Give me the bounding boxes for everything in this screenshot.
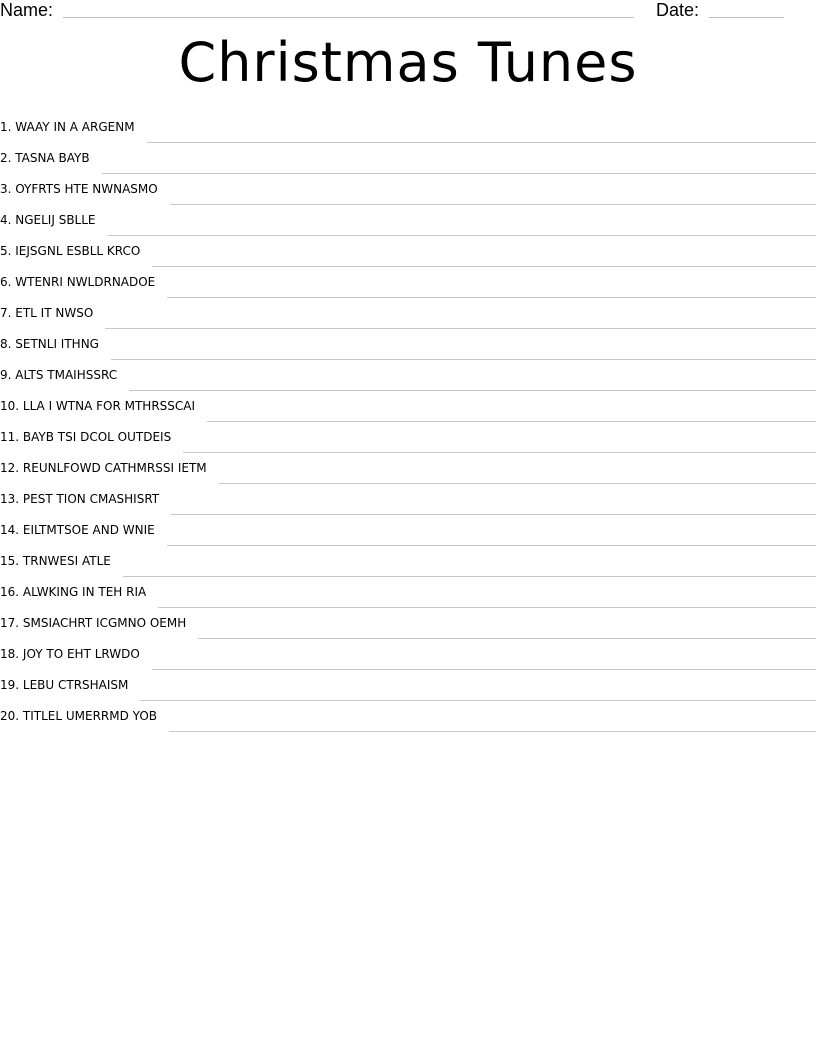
question-row	[0, 360, 816, 391]
question-row	[0, 174, 816, 205]
header-row	[0, 0, 816, 22]
answer-line[interactable]	[158, 606, 816, 608]
question-row	[0, 236, 816, 267]
answer-line[interactable]	[152, 668, 816, 670]
answer-line[interactable]	[219, 482, 816, 484]
answer-line[interactable]	[140, 699, 816, 701]
question-row	[0, 391, 816, 422]
answer-line[interactable]	[152, 265, 816, 267]
question-row	[0, 484, 816, 515]
answer-line[interactable]	[198, 637, 816, 639]
question-row	[0, 267, 816, 298]
question-row	[0, 453, 816, 484]
answer-line[interactable]	[167, 544, 816, 546]
question-row	[0, 112, 816, 143]
question-text: 4. NGELIJ SBLLE	[0, 213, 96, 227]
question-text: 5. IEJSGNL ESBLL KRCO	[0, 244, 141, 258]
question-text: 18. JOY TO EHT LRWDO	[0, 647, 140, 661]
question-row	[0, 205, 816, 236]
answer-line[interactable]	[108, 234, 816, 236]
question-text: 19. LEBU CTRSHAISM	[0, 678, 129, 692]
question-text: 20. TITLEL UMERRMD YOB	[0, 709, 158, 723]
page-title: Christmas Tunes	[178, 31, 638, 94]
question-row	[0, 515, 816, 546]
answer-line[interactable]	[170, 203, 816, 205]
question-row	[0, 701, 816, 732]
question-text: 13. PEST TION CMASHISRT	[0, 492, 160, 506]
question-row	[0, 639, 816, 670]
question-row	[0, 298, 816, 329]
answer-line[interactable]	[111, 358, 816, 360]
question-row	[0, 546, 816, 577]
date-field-line[interactable]	[709, 17, 784, 18]
question-text: 16. ALWKING IN TEH RIA	[0, 585, 147, 599]
question-text: 14. EILTMTSOE AND WNIE	[0, 523, 155, 537]
question-text: 3. OYFRTS HTE NWNASMO	[0, 182, 158, 196]
answer-line[interactable]	[129, 389, 816, 391]
question-row	[0, 329, 816, 360]
question-row	[0, 577, 816, 608]
answer-line[interactable]	[183, 451, 816, 453]
question-row	[0, 608, 816, 639]
question-text: 9. ALTS TMAIHSSRC	[0, 368, 118, 382]
question-row	[0, 143, 816, 174]
question-list	[0, 112, 816, 732]
date-label: Date:	[656, 0, 700, 20]
answer-line[interactable]	[147, 141, 816, 143]
name-label: Name:	[0, 0, 54, 20]
answer-line[interactable]	[102, 172, 816, 174]
answer-line[interactable]	[169, 730, 816, 732]
question-text: 12. REUNLFOWD CATHMRSSI IETM	[0, 461, 207, 475]
answer-line[interactable]	[207, 420, 816, 422]
answer-line[interactable]	[105, 327, 816, 329]
answer-line[interactable]	[123, 575, 816, 577]
question-text: 10. LLA I WTNA FOR MTHRSSCAI	[0, 399, 196, 413]
question-text: 15. TRNWESI ATLE	[0, 554, 111, 568]
question-text: 7. ETL IT NWSO	[0, 306, 94, 320]
question-text: 8. SETNLI ITHNG	[0, 337, 99, 351]
question-text: 6. WTENRI NWLDRNADOE	[0, 275, 156, 289]
question-text: 2. TASNA BAYB	[0, 151, 90, 165]
question-text: 17. SMSIACHRT ICGMNO OEMH	[0, 616, 187, 630]
question-text: 1. WAAY IN A ARGENM	[0, 120, 135, 134]
answer-line[interactable]	[167, 296, 816, 298]
question-row	[0, 670, 816, 701]
question-row	[0, 422, 816, 453]
name-field-line[interactable]	[63, 17, 634, 18]
answer-line[interactable]	[171, 513, 816, 515]
question-text: 11. BAYB TSI DCOL OUTDEIS	[0, 430, 172, 444]
